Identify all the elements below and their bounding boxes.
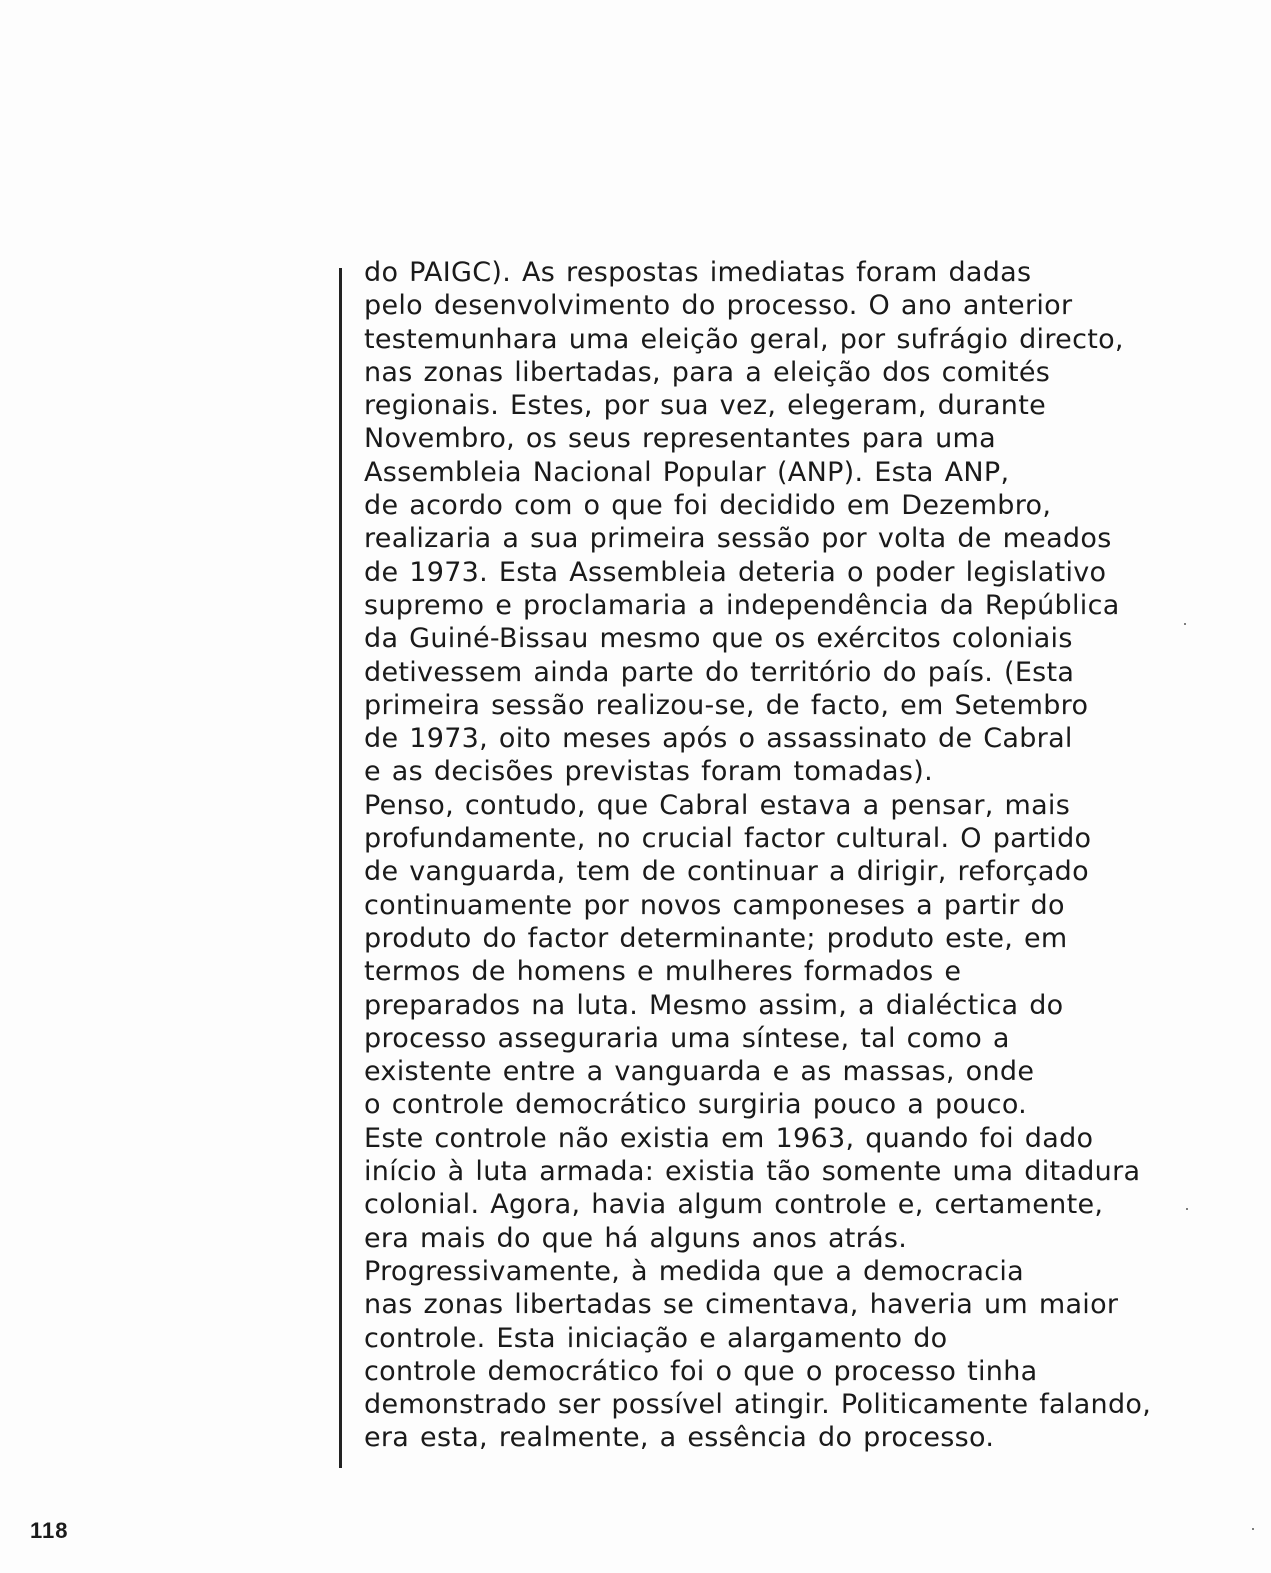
scan-speck <box>1184 623 1186 625</box>
text-line: Penso, contudo, que Cabral estava a pensar, mais <box>364 789 1071 821</box>
text-line: demonstrado ser possível atingir. Politicamente falando, <box>364 1389 1152 1421</box>
page-number: 118 <box>30 1518 69 1543</box>
text-line: era mais do que há alguns anos atrás. <box>364 1222 908 1254</box>
text-line: pelo desenvolvimento do processo. O ano anterior <box>364 290 1073 322</box>
text-line: o controle democrático surgiria pouco a pouco. <box>364 1089 1028 1121</box>
text-line: Progressivamente, à medida que a democracia <box>364 1255 1025 1287</box>
text-line: detivessem ainda parte do território do país. (Esta <box>364 656 1075 688</box>
text-line: da Guiné-Bissau mesmo que os exércitos coloniais <box>364 623 1073 655</box>
text-line: início à luta armada: existia tão somente uma ditadura <box>364 1156 1141 1188</box>
text-line: testemunhara uma eleição geral, por sufrágio directo, <box>364 323 1124 355</box>
text-line: de 1973, oito meses após o assassinato de Cabral <box>364 723 1073 755</box>
text-line: era esta, realmente, a essência do processo. <box>364 1422 995 1454</box>
scan-speck <box>1186 1208 1188 1210</box>
text-line: existente entre a vanguarda e as massas, onde <box>364 1056 1035 1088</box>
body-text <box>364 256 1214 1455</box>
text-line: termos de homens e mulheres formados e <box>364 956 962 988</box>
text-line: regionais. Estes, por sua vez, elegeram, durante <box>364 390 1046 422</box>
text-line: supremo e proclamaria a independência da República <box>364 589 1120 621</box>
text-line: preparados na luta. Mesmo assim, a dialéctica do <box>364 989 1064 1021</box>
text-line: do PAIGC). As respostas imediatas foram dadas <box>364 257 1032 288</box>
text-line: de acordo com o que foi decidido em Dezembro, <box>364 490 1052 522</box>
text-line: controle democrático foi o que o processo tinha <box>364 1355 1038 1387</box>
text-line: colonial. Agora, havia algum controle e, certamente, <box>364 1189 1104 1221</box>
text-line: Novembro, os seus representantes para uma <box>364 423 996 455</box>
text-line: nas zonas libertadas, para a eleição dos comités <box>364 356 1051 388</box>
text-line: e as decisões previstas foram tomadas). <box>364 756 933 788</box>
margin-rule <box>339 268 342 1468</box>
text-line: produto do factor determinante; produto este, em <box>364 922 1068 954</box>
text-line: primeira sessão realizou-se, de facto, em Setembro <box>364 689 1089 721</box>
text-line: processo asseguraria uma síntese, tal como a <box>364 1022 1010 1054</box>
text-line: de 1973. Esta Assembleia deteria o poder legislativo <box>364 556 1107 588</box>
text-line: profundamente, no crucial factor cultural. O partido <box>364 823 1092 855</box>
text-line: de vanguarda, tem de continuar a dirigir, reforçado <box>364 856 1089 888</box>
text-line: continuamente por novos camponeses a partir do <box>364 889 1065 921</box>
text-line: controle. Esta iniciação e alargamento do <box>364 1322 948 1354</box>
text-line: Este controle não existia em 1963, quando foi dado <box>364 1122 1094 1154</box>
text-line: realizaria a sua primeira sessão por volta de meados <box>364 523 1112 555</box>
scan-speck <box>1252 1528 1254 1530</box>
text-line: nas zonas libertadas se cimentava, haveria um maior <box>364 1289 1119 1321</box>
text-line: Assembleia Nacional Popular (ANP). Esta ANP, <box>364 456 1010 488</box>
